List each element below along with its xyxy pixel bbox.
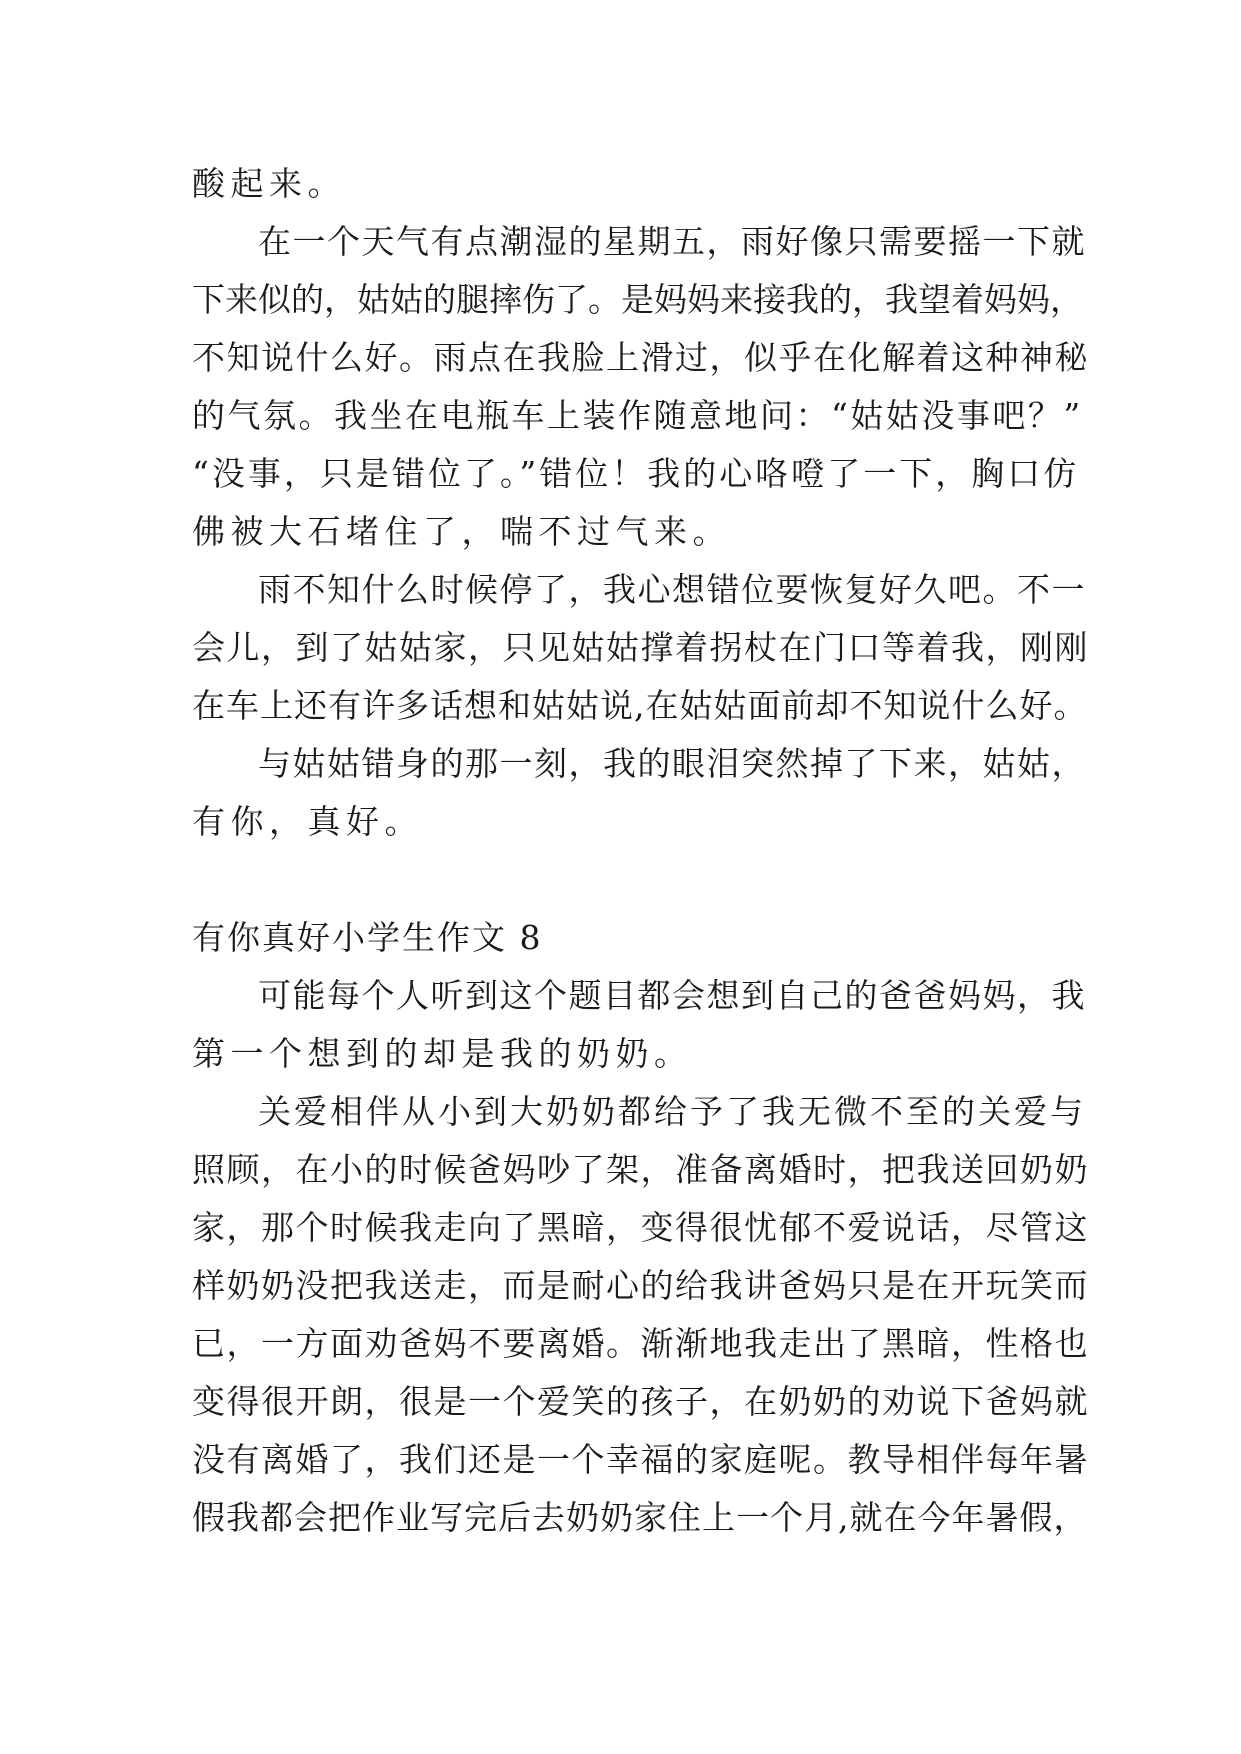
text-line: “没事，只是错位了。”错位！我的心咯噔了一下，胸口仿 <box>192 454 1080 493</box>
text-line: 的气氛。我坐在电瓶车上装作随意地问：“姑姑没事吧？” <box>192 396 1083 435</box>
text-line: 照顾，在小的时候爸妈吵了架，准备离婚时，把我送回奶奶 <box>192 1150 1089 1189</box>
text-line: 不知说什么好。雨点在我脸上滑过，似乎在化解着这种神秘 <box>192 338 1089 377</box>
text-line: 样奶奶没把我送走，而是耐心的给我讲爸妈只是在开玩笑而 <box>192 1266 1089 1305</box>
text-line: 下来似的，姑姑的腿摔伤了。是妈妈来接我的，我望着妈妈， <box>192 280 1083 319</box>
text-line: 家，那个时候我走向了黑暗，变得很忧郁不爱说话，尽管这 <box>192 1208 1089 1247</box>
text-line: 假我都会把作业写完后去奶奶家住上一个月,就在今年暑假， <box>192 1498 1088 1537</box>
paragraph-first-line: 在一个天气有点潮湿的星期五，雨好像只需要摇一下就 <box>258 222 1086 261</box>
text-line: 第一个想到的却是我的奶奶。 <box>192 1034 693 1073</box>
text-line: 在车上还有许多话想和姑姑说,在姑姑面前却不知说什么好。 <box>192 686 1088 725</box>
paragraph-first-line: 关爱相伴从小到大奶奶都给予了我无微不至的关爱与 <box>258 1092 1086 1131</box>
text-line: 有你，真好。 <box>192 802 423 841</box>
section-heading: 有你真好小学生作文 8 <box>192 918 543 957</box>
text-line: 已，一方面劝爸妈不要离婚。渐渐地我走出了黑暗，性格也 <box>192 1324 1089 1363</box>
paragraph-first-line: 可能每个人听到这个题目都会想到自己的爸爸妈妈，我 <box>258 976 1086 1015</box>
text-line: 酸起来。 <box>192 164 346 203</box>
text-line: 佛被大石堵住了，喘不过气来。 <box>192 512 731 551</box>
text-line: 会儿，到了姑姑家，只见姑姑撑着拐杖在门口等着我，刚刚 <box>192 628 1089 667</box>
text-line: 没有离婚了，我们还是一个幸福的家庭呢。教导相伴每年暑 <box>192 1440 1089 1479</box>
paragraph-first-line: 与姑姑错身的那一刻，我的眼泪突然掉了下来，姑姑， <box>258 744 1086 783</box>
paragraph-first-line: 雨不知什么时候停了，我心想错位要恢复好久吧。不一 <box>258 570 1086 609</box>
text-line: 变得很开朗，很是一个爱笑的孩子，在奶奶的劝说下爸妈就 <box>192 1382 1089 1421</box>
